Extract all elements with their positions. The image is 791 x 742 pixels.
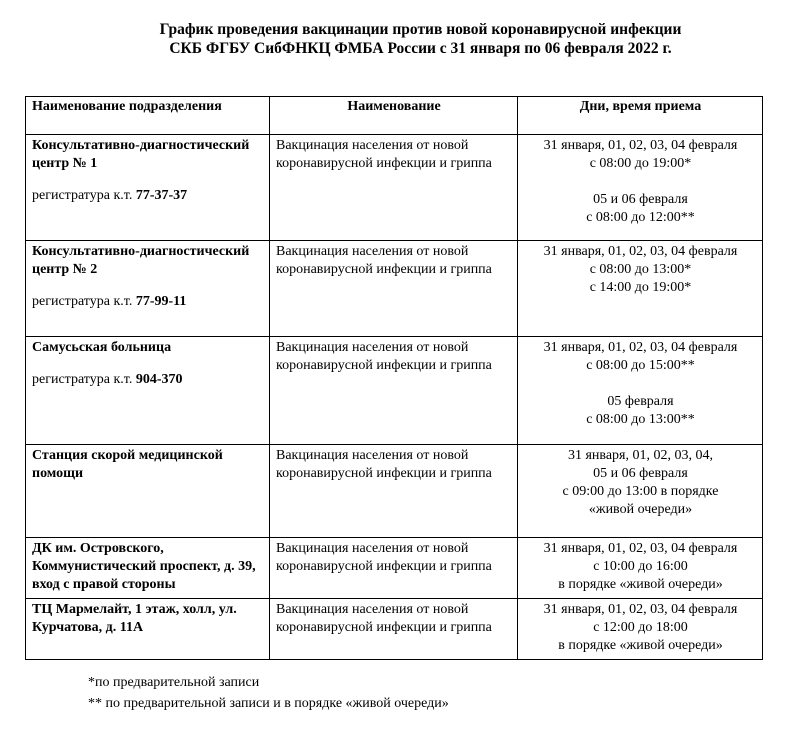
schedule-line: 05 и 06 февраля: [593, 192, 688, 207]
schedule-cell: [518, 337, 763, 445]
unit-name: ТЦ Мармелайт, 1 этаж, холл, ул. Курчатова, д. 11А: [32, 602, 237, 635]
service-cell: Вакцинация населения от новой коронавирусной инфекции и гриппа: [270, 445, 518, 538]
schedule-line: с 08:00 до 19:00*: [589, 156, 692, 171]
schedule-line: «живой очереди»: [588, 502, 693, 517]
table-header-row: [26, 97, 763, 135]
schedule-line: 31 января, 01, 02, 03, 04 февраля: [543, 541, 738, 556]
column-header-service: Наименование: [270, 97, 518, 135]
registry-label: регистратура к.т.: [32, 294, 133, 309]
schedule-line: с 08:00 до 13:00**: [586, 412, 695, 427]
registry-phone: [32, 187, 264, 205]
schedule-cell: [518, 538, 763, 599]
schedule-line: 05 и 06 февраля: [593, 466, 688, 481]
registry-number: 77-99-11: [135, 294, 187, 309]
service-cell: Вакцинация населения от новой коронавирусной инфекции и гриппа: [270, 241, 518, 337]
unit-cell: [26, 135, 270, 241]
unit-cell: [26, 538, 270, 599]
unit-name: Консультативно-диагностический центр № 1: [32, 138, 250, 171]
schedule-line: 05 февраля: [607, 394, 674, 409]
schedule-line: с 12:00 до 18:00: [593, 620, 688, 635]
unit-name: Самусьская больница: [32, 340, 172, 355]
document-title: [0, 20, 791, 58]
registry-phone: [32, 293, 264, 311]
table-row: [26, 337, 763, 445]
footnote-2: ** по предварительной записи и в порядке «живой очереди»: [88, 696, 449, 711]
schedule-cell: [518, 445, 763, 538]
table-row: [26, 135, 763, 241]
schedule-line: с 09:00 до 13:00 в порядке: [562, 484, 719, 499]
schedule-line: в порядке «живой очереди»: [558, 638, 723, 653]
footnote-1: *по предварительной записи: [88, 675, 260, 690]
unit-cell: [26, 599, 270, 660]
schedule-line: с 14:00 до 19:00*: [589, 280, 692, 295]
service-cell: Вакцинация населения от новой коронавирусной инфекции и гриппа: [270, 135, 518, 241]
service-cell: Вакцинация населения от новой коронавирусной инфекции и гриппа: [270, 599, 518, 660]
registry-label: регистратура к.т.: [32, 188, 133, 203]
schedule-line: 31 января, 01, 02, 03, 04 февраля: [543, 138, 738, 153]
unit-cell: [26, 337, 270, 445]
service-cell: Вакцинация населения от новой коронавирусной инфекции и гриппа: [270, 538, 518, 599]
registry-label: регистратура к.т.: [32, 372, 133, 387]
footnotes: [88, 672, 449, 714]
registry-number: 904-370: [135, 372, 183, 387]
registry-number: 77-37-37: [135, 188, 188, 203]
schedule-line: в порядке «живой очереди»: [558, 577, 723, 592]
registry-phone: [32, 371, 264, 389]
unit-name: Консультативно-диагностический центр № 2: [32, 244, 250, 277]
unit-cell: [26, 241, 270, 337]
table-row: [26, 241, 763, 337]
column-header-unit: Наименование подразделения: [26, 97, 270, 135]
title-line-2: СКБ ФГБУ СибФНКЦ ФМБА России с 31 января по 06 февраля 2022 г.: [169, 40, 672, 57]
title-line-1: График проведения вакцинации против новой коронавирусной инфекции: [159, 21, 682, 38]
schedule-table: [25, 96, 763, 660]
schedule-line: 31 января, 01, 02, 03, 04 февраля: [543, 602, 738, 617]
table-row: [26, 445, 763, 538]
table-row: [26, 599, 763, 660]
schedule-line: 31 января, 01, 02, 03, 04 февраля: [543, 244, 738, 259]
schedule-line: с 08:00 до 12:00**: [586, 210, 695, 225]
schedule-line: с 08:00 до 15:00**: [586, 358, 695, 373]
schedule-line: 31 января, 01, 02, 03, 04,: [567, 448, 713, 463]
unit-cell: [26, 445, 270, 538]
schedule-line: с 10:00 до 16:00: [593, 559, 688, 574]
schedule-cell: [518, 241, 763, 337]
schedule-cell: [518, 135, 763, 241]
unit-name: Станция скорой медицинской помощи: [32, 448, 223, 481]
service-cell: Вакцинация населения от новой коронавирусной инфекции и гриппа: [270, 337, 518, 445]
schedule-line: 31 января, 01, 02, 03, 04 февраля: [543, 340, 738, 355]
unit-name: ДК им. Островского, Коммунистический проспект, д. 39, вход с правой стороны: [32, 541, 256, 592]
schedule-cell: [518, 599, 763, 660]
table-row: [26, 538, 763, 599]
column-header-schedule: Дни, время приема: [518, 97, 763, 135]
schedule-line: с 08:00 до 13:00*: [589, 262, 692, 277]
